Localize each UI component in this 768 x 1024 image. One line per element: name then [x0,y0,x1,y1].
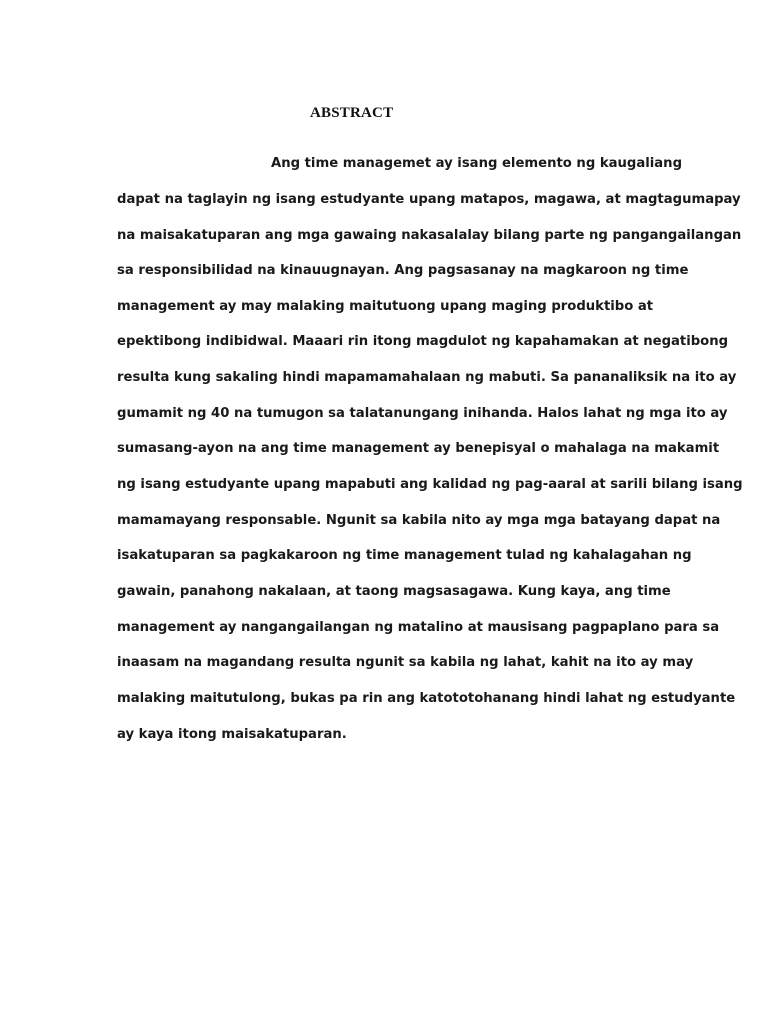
abstract-line: isakatuparan sa pagkakaroon ng time management tulad ng kahalagahan ng [117,548,692,563]
abstract-line: mamamayang responsable. Ngunit sa kabila nito ay mga mga batayang dapat na [117,513,721,528]
abstract-line: resulta kung sakaling hindi mapamamahalaan ng mabuti. Sa pananaliksik na ito ay [117,370,737,385]
abstract-line: management ay nangangailangan ng matalino at mausisang pagpaplano para sa [117,620,720,635]
abstract-line: malaking maitutulong, bukas pa rin ang katototohanang hindi lahat ng estudyante [117,691,736,706]
abstract-title: ABSTRACT [310,105,394,121]
abstract-line: na maisakatuparan ang mga gawaing nakasalalay bilang parte ng pangangailangan [117,228,742,243]
abstract-line: dapat na taglayin ng isang estudyante upang matapos, magawa, at magtagumapay [117,192,741,207]
abstract-line: management ay may malaking maitutuong upang maging produktibo at [117,299,654,314]
abstract-line: sa responsibilidad na kinauugnayan. Ang pagsasanay na magkaroon ng time [117,263,689,278]
abstract-line: gawain, panahong nakalaan, at taong magsasagawa. Kung kaya, ang time [117,584,671,599]
abstract-line: gumamit ng 40 na tumugon sa talatanungang inihanda. Halos lahat ng mga ito ay [117,406,728,421]
abstract-line: sumasang-ayon na ang time management ay benepisyal o mahalaga na makamit [117,441,720,456]
abstract-line: Ang time managemet ay isang elemento ng kaugaliang [271,156,683,171]
abstract-line: ay kaya itong maisakatuparan. [117,727,347,742]
abstract-line: inaasam na magandang resulta ngunit sa kabila ng lahat, kahit na ito ay may [117,655,694,670]
abstract-line: epektibong indibidwal. Maaari rin itong magdulot ng kapahamakan at negatibong [117,334,729,349]
abstract-line: ng isang estudyante upang mapabuti ang kalidad ng pag-aaral at sarili bilang isang [117,477,743,492]
